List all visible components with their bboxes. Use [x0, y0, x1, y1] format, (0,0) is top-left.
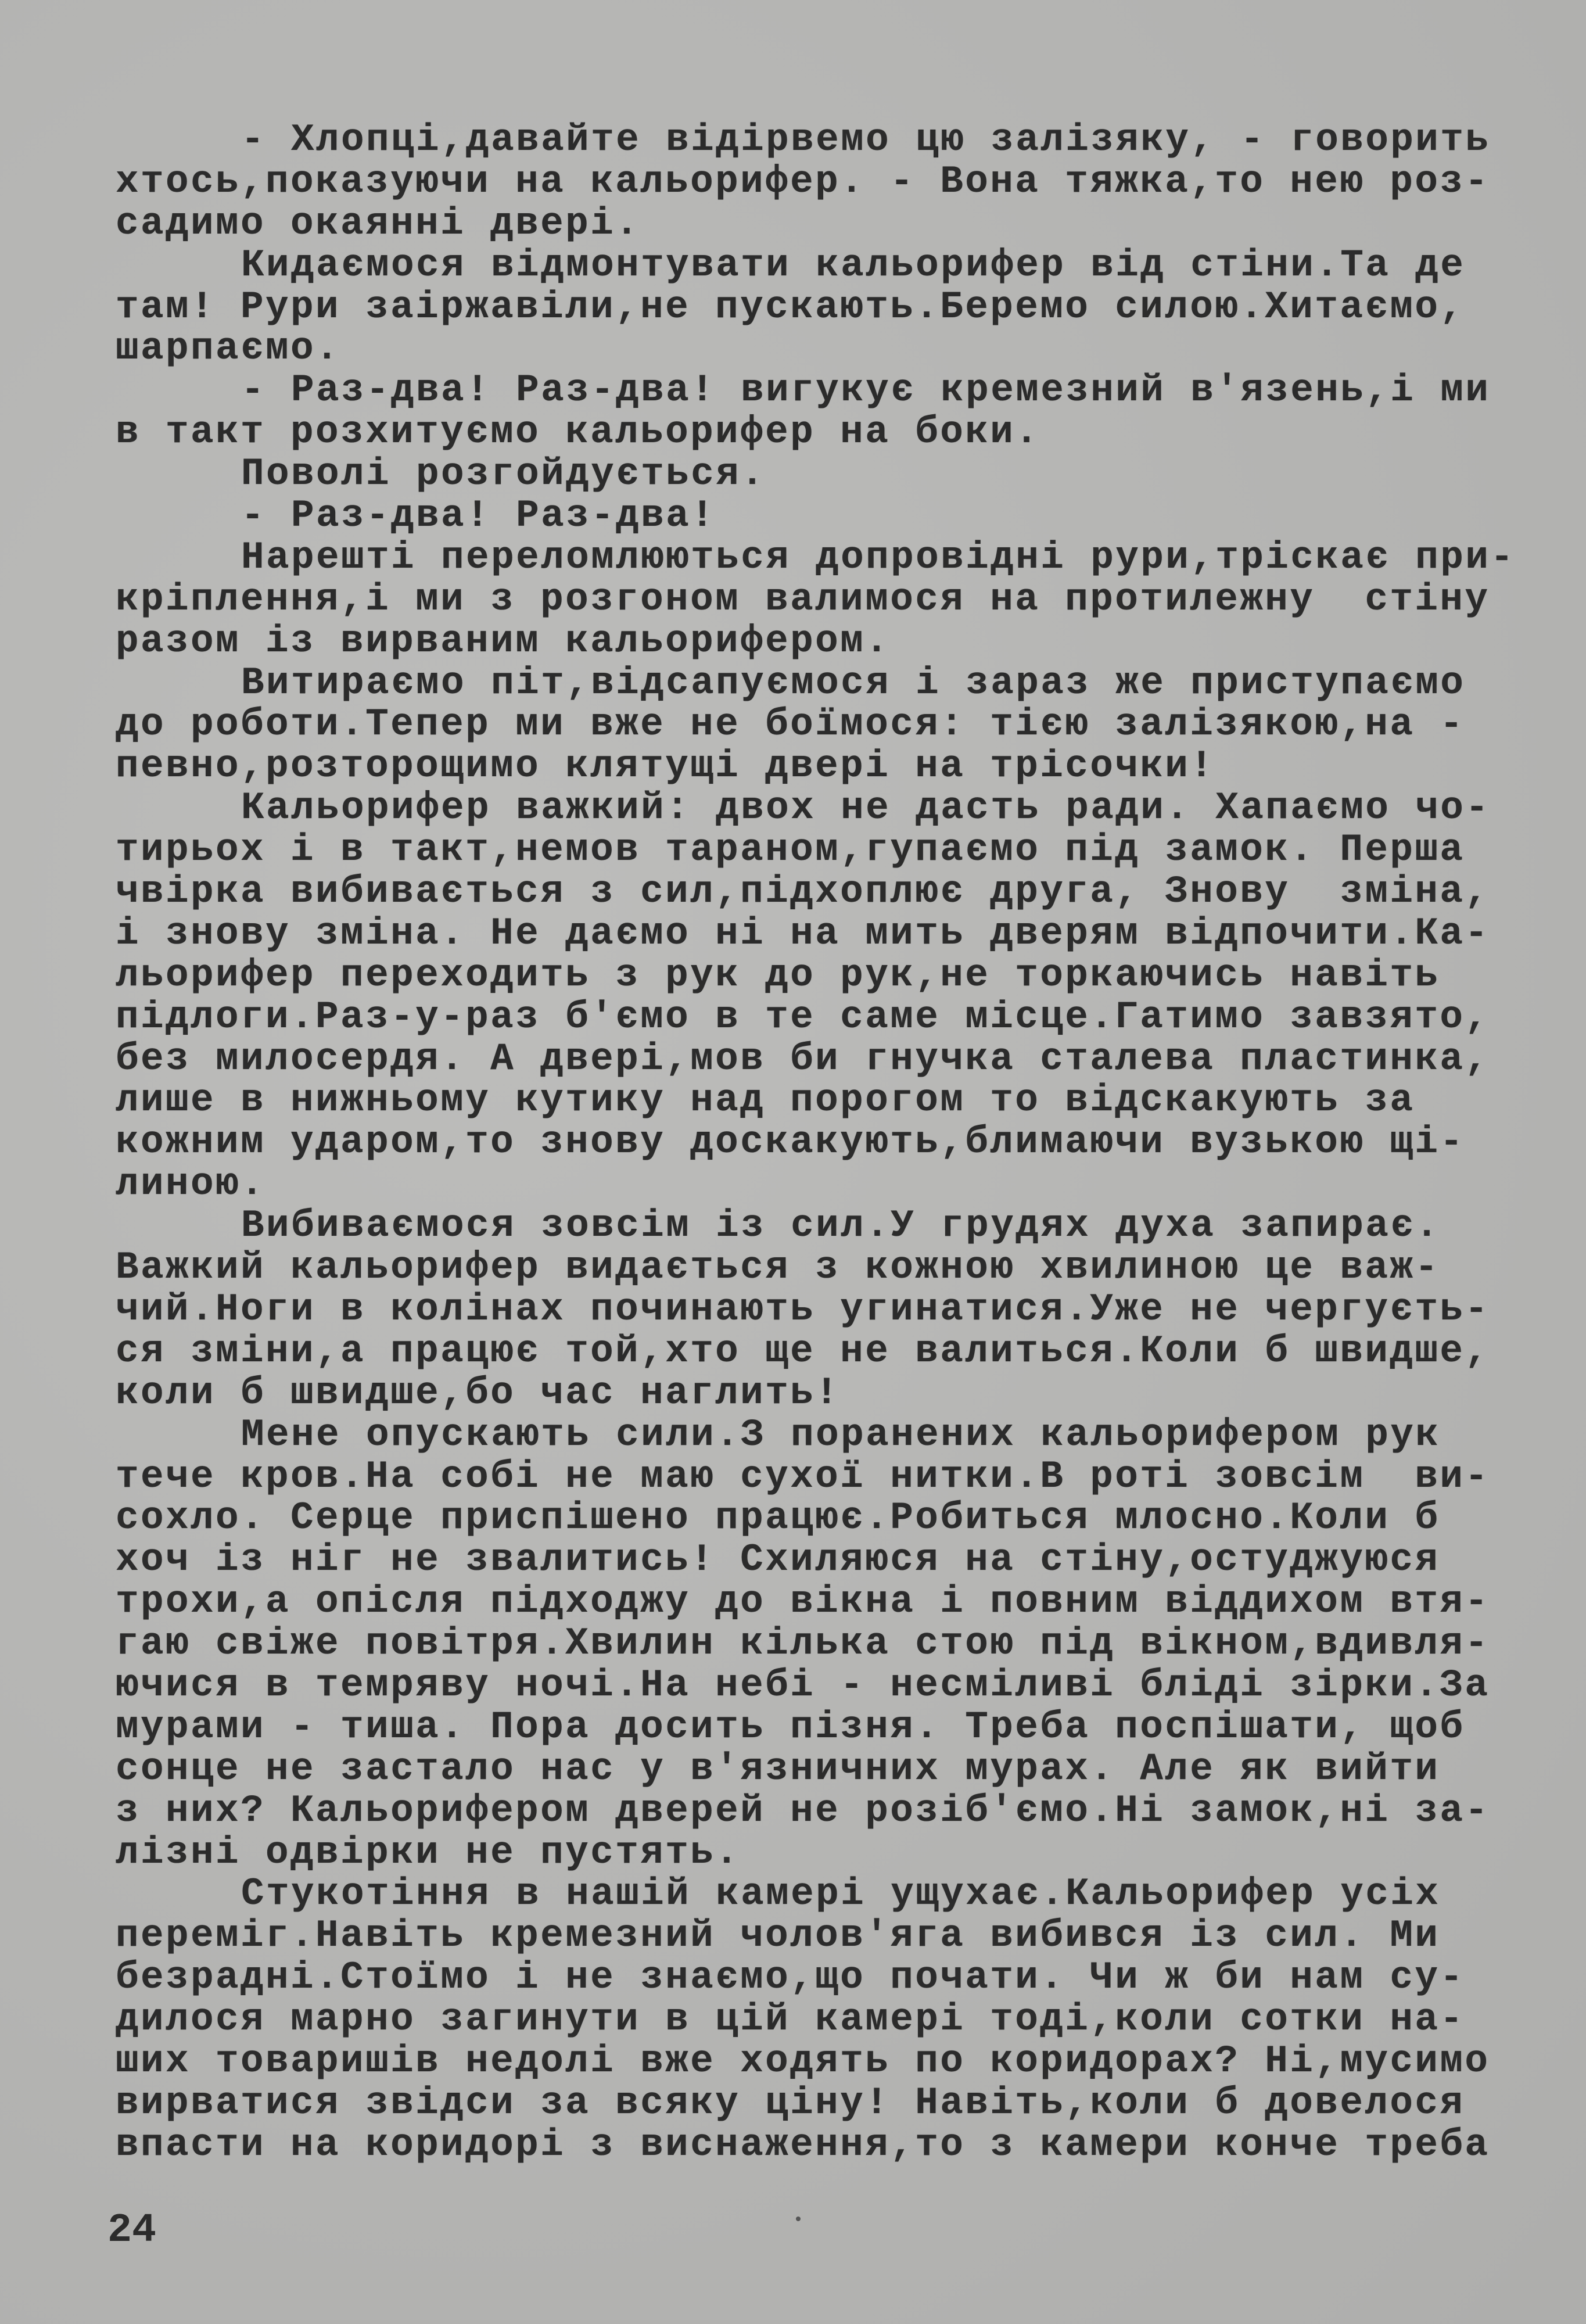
text-line: ся зміни,а працює той,хто ще не валиться.Коли б швидше, [116, 1329, 1490, 1373]
text-line: Кидаємося відмонтувати кальорифер від стіни.Та де [241, 243, 1466, 287]
text-line: Вибиваємося зовсім із сил.У грудях духа запирає. [241, 1204, 1441, 1248]
text-line: кожним ударом,то знову доскакують,блимаючи вузькою щі- [116, 1120, 1465, 1164]
text-line: з них? Кальорифером дверей не розіб'ємо.Ні замок,ні за- [116, 1788, 1490, 1832]
text-line: кріплення,і ми з розгоном валимося на протилежну стіну [116, 577, 1490, 621]
text-line: безрадні.Стоїмо і не знаємо,що почати. Чи ж би нам су- [116, 1956, 1465, 2000]
text-line: в такт розхитуємо кальорифер на боки. [116, 410, 1040, 454]
text-line: певно,розторощимо клятущі двері на трісочки! [116, 744, 1215, 788]
text-line: сохло. Серце приспішено працює.Робиться млосно.Коли б [116, 1496, 1440, 1540]
text-line: линою. [116, 1162, 266, 1206]
text-line: трохи,а опісля підходжу до вікна і повним віддихом втя- [116, 1580, 1490, 1624]
text-line: тече кров.На собі не маю сухої нитки.В роті зовсім ви- [116, 1454, 1490, 1498]
text-line: - Хлопці,давайте відірвемо цю залізяку, - говорить [241, 118, 1491, 162]
text-line: впасти на коридорі з виснаження,то з камери конче треба [116, 2122, 1490, 2167]
text-line: Поволі розгойдується. [241, 452, 766, 496]
text-line: сонце не застало нас у в'язничних мурах. Але як вийти [116, 1746, 1440, 1791]
text-line: підлоги.Раз-у-раз б'ємо в те саме місце.Гатимо завзято, [116, 995, 1490, 1039]
text-line: разом із вирваним кальорифером. [116, 619, 891, 663]
text-line: коли б швидше,бо час наглить! [116, 1371, 841, 1415]
page-number: 24 [107, 2208, 157, 2254]
text-line: лізні одвірки не пустять. [116, 1830, 741, 1874]
text-line: ючися в темряву ночі.На небі - несміливі бліді зірки.За [116, 1663, 1490, 1707]
text-line: Нарешті переломлюються допровідні рури,тріскає при- [241, 535, 1516, 579]
text-line: до роботи.Тепер ми вже не боїмося: тією залізякою,на - [116, 702, 1465, 747]
text-line: дилося марно загинути в цій камері тоді,коли сотки на- [116, 1997, 1465, 2042]
text-line: лише в нижньому кутику над порогом то відскакують за [116, 1078, 1415, 1122]
text-line: мурами - тиша. Пора досить пізня. Треба поспішати, щоб [116, 1705, 1465, 1749]
text-line: без милосердя. А двері,мов би гнучка сталева пластинка, [116, 1037, 1490, 1081]
text-line: садимо окаянні двері. [116, 201, 641, 245]
text-line: вирватися звідси за всяку ціну! Навіть,коли б довелося [116, 2081, 1465, 2125]
typewritten-text-body [116, 118, 1516, 2167]
text-line: льорифер переходить з рук до рук,не торкаючись навіть [116, 953, 1440, 997]
text-line: тирьох і в такт,немов тараном,гупаємо під замок. Перша [116, 828, 1465, 872]
text-line: ших товаришів недолі вже ходять по коридорах? Ні,мусимо [116, 2039, 1490, 2083]
text-line: переміг.Навіть кремезний чолов'яга вибився із сил. Ми [116, 1914, 1440, 1958]
text-line: хоч із ніг не звалитись! Схиляюся на стіну,остуджуюся [116, 1538, 1440, 1582]
text-line: Кальорифер важкий: двох не дасть ради. Хапаємо чо- [241, 786, 1491, 830]
text-line: шарпаємо. [116, 327, 341, 371]
text-line: там! Рури заіржавіли,не пускають.Беремо силою.Хитаємо, [116, 285, 1465, 329]
text-line: - Раз-два! Раз-два! вигукує кремезний в'язень,і ми [241, 368, 1491, 413]
text-line: Витираємо піт,відсапуємося і зараз же приступаємо [241, 661, 1466, 705]
text-line: гаю свіже повітря.Хвилин кілька стою під вікном,вдивля- [116, 1622, 1490, 1666]
text-line: і знову зміна. Не даємо ні на мить дверям відпочити.Ка- [116, 911, 1490, 955]
ink-speck [796, 2217, 801, 2221]
text-line: - Раз-два! Раз-два! [241, 494, 716, 538]
text-line: хтось,показуючи на кальорифер. - Вона тяжка,то нею роз- [116, 159, 1490, 203]
text-line: чвірка вибивається з сил,підхоплює друга, Знову зміна, [116, 870, 1490, 914]
text-line: Мене опускають сили.З поранених кальорифером рук [241, 1412, 1441, 1457]
text-line: Важкий кальорифер видається з кожною хвилиною це важ- [116, 1246, 1440, 1290]
text-line: чий.Ноги в колінах починають угинатися.Уже не чергуєть- [116, 1287, 1490, 1331]
text-line: Стукотіння в нашій камері ущухає.Кальорифер усіх [241, 1872, 1441, 1916]
